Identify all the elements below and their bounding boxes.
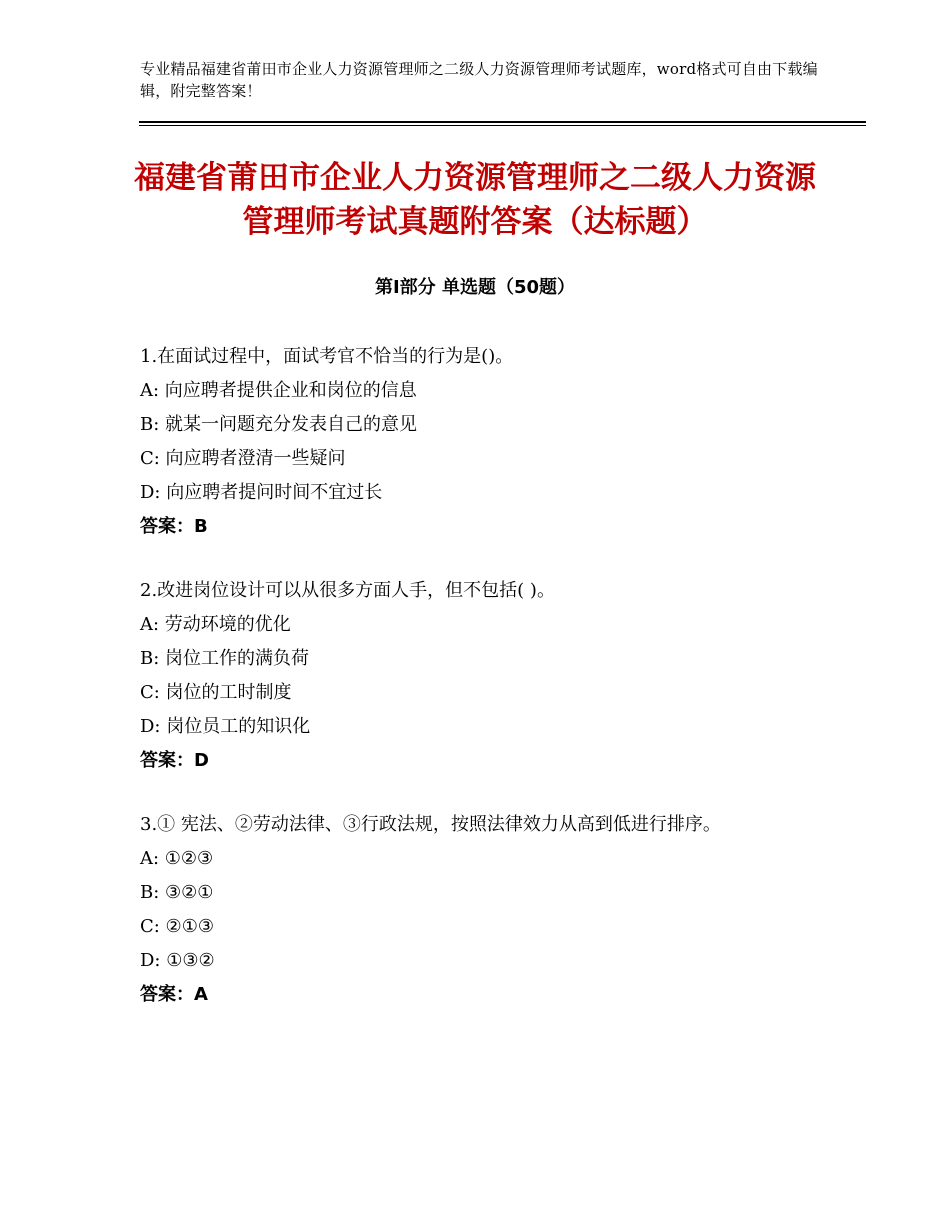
option-b: B: 就某一问题充分发表自己的意见 [140,414,418,435]
header-divider-thin [139,125,866,126]
question-stem: 1.在面试过程中，面试考官不恰当的行为是()。 [140,346,514,367]
question-1 [140,340,820,544]
question-list [140,340,820,1042]
option-c: C: 岗位的工时制度 [140,682,292,703]
answer: 答案：B [140,516,208,537]
option-d: D: 岗位员工的知识化 [140,716,311,737]
option-d: D: 向应聘者提问时间不宜过长 [140,482,383,503]
option-a: A: 向应聘者提供企业和岗位的信息 [140,380,417,401]
header-note: 专业精品福建省莆田市企业人力资源管理师之二级人力资源管理师考试题库，word格式可自由下载编辑，附完整答案！ [140,60,818,100]
answer: 答案：A [140,984,208,1005]
option-b: B: 岗位工作的满负荷 [140,648,310,669]
option-a: A: ①②③ [140,848,214,869]
question-stem: 2.改进岗位设计可以从很多方面人手，但不包括( )。 [140,580,555,601]
question-2 [140,574,820,778]
option-d: D: ①③② [140,950,215,971]
document-title: 福建省莆田市企业人力资源管理师之二级人力资源管理师考试真题附答案（达标题） [134,160,816,240]
option-b: B: ③②① [140,882,214,903]
question-3 [140,808,820,1012]
answer: 答案：D [140,750,209,771]
option-c: C: ②①③ [140,916,214,937]
section-title: 第Ⅰ部分 单选题（50题） [374,277,575,298]
option-c: C: 向应聘者澄清一些疑问 [140,448,346,469]
header-divider-thick [139,121,866,123]
question-stem: 3.① 宪法、②劳动法律、③行政法规，按照法律效力从高到低进行排序。 [140,814,721,835]
option-a: A: 劳动环境的优化 [140,614,291,635]
